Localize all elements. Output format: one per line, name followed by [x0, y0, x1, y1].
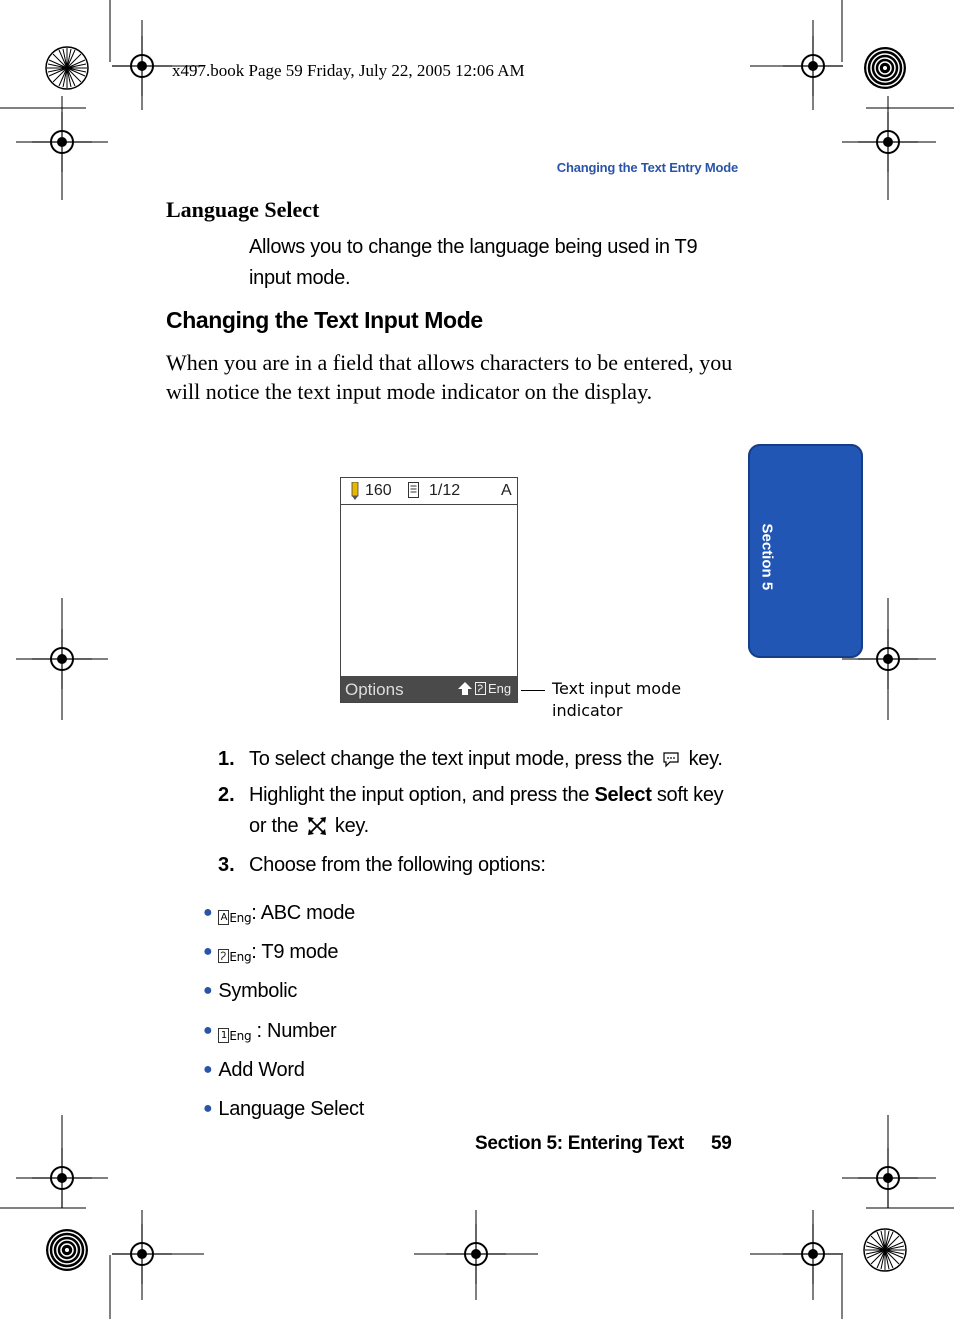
step-1-key-word: key.	[688, 748, 723, 770]
mode-letter: A	[501, 482, 512, 499]
text-input-mode-body: When you are in a field that allows characters to be entered, you will notice the text input mode indicator on the display.	[166, 350, 733, 404]
option-t9-label: : T9 mode	[251, 941, 339, 963]
step-1	[249, 748, 723, 771]
step-2-softkey: soft key	[656, 784, 724, 806]
step-3-text: Choose from the following options:	[249, 854, 546, 876]
option-t9-mode	[203, 941, 338, 965]
step-1-number: 1.	[218, 748, 235, 770]
option-symbolic	[203, 980, 297, 1003]
footer-page-number: 59	[711, 1133, 732, 1154]
step-2-line-2	[249, 815, 369, 838]
bullet-dot: ●	[203, 1100, 213, 1117]
option-language-select-label: Language Select	[218, 1098, 365, 1120]
step-3-number: 3.	[218, 854, 235, 876]
page-count: 1/12	[429, 482, 461, 499]
bullet-dot: ●	[203, 943, 213, 960]
bullet-dot: ●	[203, 982, 213, 999]
select-softkey-label: Select	[594, 784, 652, 806]
step-2-line-1	[249, 784, 723, 807]
option-abc-label: : ABC mode	[251, 902, 356, 924]
print-header: x497.book Page 59 Friday, July 22, 2005 12:06 AM	[172, 61, 525, 80]
section-tab-label: Section 5	[758, 523, 776, 591]
step-2-or-the: or the	[249, 815, 299, 837]
callout-line	[521, 690, 545, 691]
navigation-key-icon	[306, 815, 328, 835]
pencil-icon	[351, 482, 359, 500]
t9-mode-icon: Eng	[218, 949, 251, 965]
callout-text: Text input mode indicator	[552, 679, 682, 720]
option-add-word-label: Add Word	[218, 1059, 305, 1081]
footer-section-title: Section 5: Entering Text	[475, 1133, 684, 1154]
message-page-icon	[408, 482, 419, 498]
bullet-dot: ●	[203, 1061, 213, 1078]
input-mode-indicator: Eng	[488, 681, 512, 696]
step-2-key-word: key.	[334, 815, 369, 837]
option-add-word	[203, 1059, 305, 1082]
step-2-text: Highlight the input option, and press the	[249, 784, 590, 806]
t9-mode-icon	[475, 682, 486, 695]
soft-key-options[interactable]: Options	[345, 680, 404, 699]
option-abc-mode	[203, 902, 355, 926]
phone-screen	[340, 477, 518, 703]
step-1-text: To select change the text input mode, press the	[249, 748, 655, 770]
abc-mode-icon: A Eng	[218, 910, 251, 926]
option-language-select	[203, 1098, 364, 1121]
step-2-number: 2.	[218, 784, 235, 806]
number-mode-icon: 1 Eng	[218, 1028, 251, 1044]
bullet-dot: ●	[203, 904, 213, 921]
language-select-body: Allows you to change the language being used in T9 input mode.	[249, 236, 698, 289]
option-number-label: : Number	[251, 1020, 337, 1042]
bullet-dot: ●	[203, 1022, 213, 1039]
shift-arrow-icon	[458, 682, 472, 696]
option-symbolic-label: Symbolic	[218, 980, 298, 1002]
text-input-mode-heading: Changing the Text Input Mode	[166, 307, 483, 333]
language-select-heading: Language Select	[166, 197, 320, 222]
message-key-icon	[661, 750, 681, 768]
phone-status-bar	[341, 478, 517, 505]
phone-soft-key-bar	[341, 676, 517, 702]
char-count: 160	[365, 482, 392, 499]
option-number	[203, 1020, 336, 1044]
running-head: Changing the Text Entry Mode	[556, 160, 738, 175]
